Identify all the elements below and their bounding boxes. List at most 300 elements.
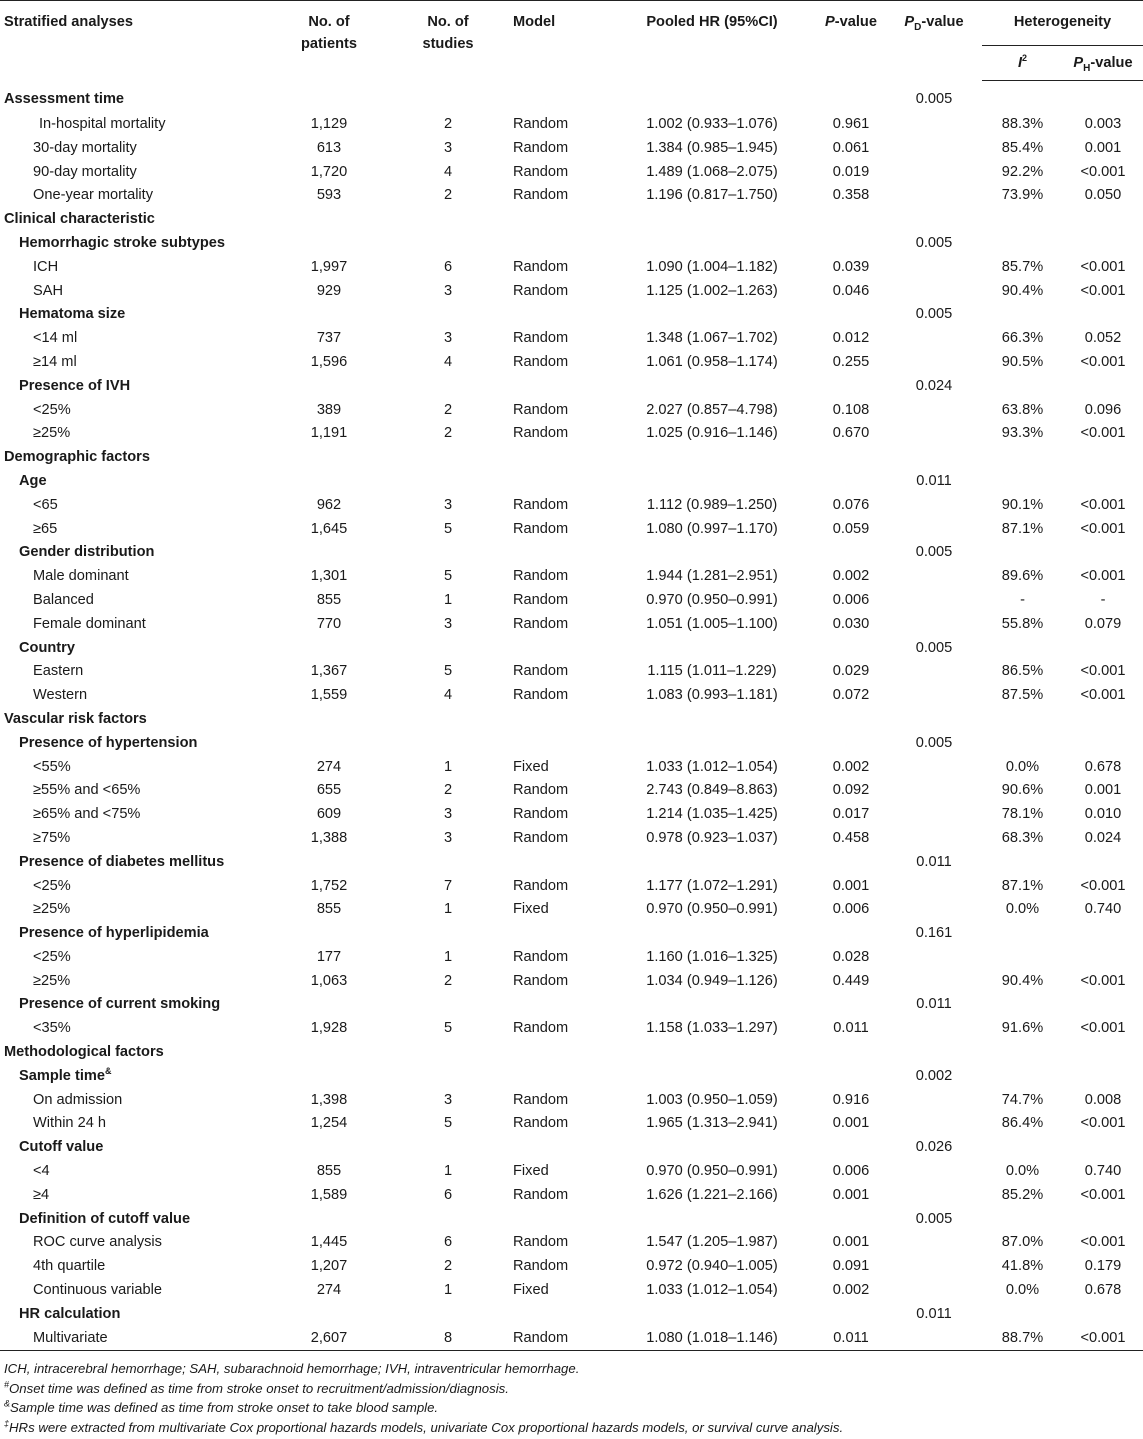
table-row (0, 1279, 1143, 1303)
table-row (0, 589, 1143, 613)
cell-pooled-hr: 1.034 (0.949–1.126) (646, 972, 778, 989)
cell-i2: 92.2% (1001, 163, 1044, 180)
header-model (503, 1, 608, 81)
row-label-text: Cutoff value (19, 1139, 104, 1156)
cell-p-value: 0.001 (832, 1234, 870, 1251)
footnote-sample-text: Sample time was defined as time from stroke onset to take blood sample. (10, 1400, 439, 1416)
row-label-text: Eastern (33, 663, 84, 680)
cell-p-value (816, 470, 886, 494)
table-row (0, 779, 1143, 803)
header-pd-italic: P (904, 14, 915, 30)
cell-pooled-hr (608, 541, 816, 565)
cell-pooled-hr: 1.944 (1.281–2.951) (646, 568, 778, 585)
cell-patients: 655 (316, 782, 342, 799)
cell-ph-value: 0.052 (1084, 330, 1122, 347)
cell-model: Random (513, 258, 569, 275)
cell-label (0, 708, 265, 732)
cell-ph-value (1063, 1208, 1143, 1232)
cell-model (503, 1303, 608, 1327)
cell-patients (265, 1041, 393, 1065)
cell-label (0, 161, 265, 185)
cell-studies: 2 (443, 187, 453, 204)
cell-label (0, 946, 265, 970)
row-label-text: Multivariate (33, 1329, 108, 1346)
cell-pd-value (886, 1160, 982, 1184)
header-studies-line2: studies (422, 36, 474, 52)
cell-model: Random (513, 330, 569, 347)
cell-pd-value (886, 422, 982, 446)
cell-p-value: 0.001 (832, 1115, 870, 1132)
cell-i2: 55.8% (1001, 615, 1044, 632)
cell-p-value (816, 922, 886, 946)
cell-label (0, 399, 265, 423)
table-group-row (0, 1208, 1143, 1232)
cell-label (0, 518, 265, 542)
cell-studies (393, 708, 503, 732)
cell-p-value: 0.017 (832, 806, 870, 823)
row-label-text: ≥25% (33, 425, 71, 442)
row-label-text: <25% (33, 401, 71, 418)
cell-studies: 3 (443, 139, 453, 156)
cell-pd-value (886, 1112, 982, 1136)
row-label-text: Clinical characteristic (4, 211, 155, 228)
cell-studies: 1 (443, 948, 453, 965)
cell-pd-value (886, 1327, 982, 1351)
cell-p-value (816, 541, 886, 565)
header-ph-sub: H (1083, 62, 1091, 74)
cell-ph-value: <0.001 (1080, 258, 1126, 275)
cell-p-value: 0.961 (832, 116, 870, 132)
cell-ph-value (1063, 922, 1143, 946)
header-patients-line1: No. of (308, 14, 350, 30)
cell-studies: 5 (443, 1020, 453, 1037)
cell-ph-value (1063, 851, 1143, 875)
cell-patients (265, 993, 393, 1017)
cell-studies: 6 (443, 258, 453, 275)
cell-pd-value (886, 1255, 982, 1279)
row-label-text: Hematoma size (19, 306, 126, 323)
table-group-row (0, 375, 1143, 399)
cell-p-value (816, 232, 886, 256)
cell-pd-value (886, 613, 982, 637)
cell-p-value: 0.001 (832, 1186, 870, 1203)
cell-ph-value (1063, 1065, 1143, 1089)
cell-p-value (816, 303, 886, 327)
table-row (0, 351, 1143, 375)
cell-pooled-hr: 1.547 (1.205–1.987) (646, 1234, 778, 1251)
cell-label (0, 351, 265, 375)
cell-ph-value: <0.001 (1080, 520, 1126, 537)
cell-pooled-hr: 1.196 (0.817–1.750) (646, 187, 778, 204)
cell-p-value: 0.002 (832, 1282, 870, 1299)
cell-label (0, 1017, 265, 1041)
row-label-text: ≥65 (33, 520, 58, 537)
cell-patients: 737 (316, 330, 342, 347)
cell-ph-value: 0.179 (1084, 1258, 1122, 1275)
cell-studies: 1 (443, 758, 453, 775)
header-i2 (982, 46, 1063, 81)
cell-pooled-hr (608, 208, 816, 232)
cell-patients (265, 541, 393, 565)
table-row (0, 422, 1143, 446)
cell-studies (393, 1208, 503, 1232)
cell-studies: 4 (443, 163, 453, 180)
row-label-text: ≥25% (33, 972, 71, 989)
cell-p-value (816, 446, 886, 470)
cell-i2: 85.2% (1001, 1186, 1044, 1203)
cell-p-value (816, 637, 886, 661)
cell-ph-value: <0.001 (1080, 1020, 1126, 1037)
cell-studies: 2 (443, 782, 453, 799)
cell-studies: 3 (443, 615, 453, 632)
table-row (0, 565, 1143, 589)
cell-i2 (982, 732, 1063, 756)
cell-pooled-hr (608, 470, 816, 494)
cell-pd-value: 0.005 (915, 234, 953, 251)
cell-patients: 1,129 (310, 116, 348, 132)
cell-i2 (982, 1136, 1063, 1160)
cell-model: Random (513, 353, 569, 370)
cell-i2 (982, 637, 1063, 661)
cell-patients: 1,254 (310, 1115, 348, 1132)
cell-studies: 1 (443, 1163, 453, 1180)
cell-pd-value: 0.005 (915, 734, 953, 751)
cell-p-value: 0.255 (832, 353, 870, 370)
footnote-abbreviations: ICH, intracerebral hemorrhage; SAH, subarachnoid hemorrhage; IVH, intraventricular hemorrhage. (4, 1361, 580, 1377)
cell-p-value: 0.002 (832, 568, 870, 585)
cell-studies (393, 541, 503, 565)
cell-label (0, 303, 265, 327)
cell-ph-value: <0.001 (1063, 1327, 1143, 1351)
cell-i2: 73.9% (1001, 187, 1044, 204)
cell-pooled-hr (608, 922, 816, 946)
cell-i2: 87.0% (1001, 1234, 1044, 1251)
cell-model: Random (513, 591, 569, 608)
row-label-text: <25% (33, 877, 71, 894)
cell-pd-value (886, 827, 982, 851)
table-footnotes (0, 1351, 1143, 1437)
cell-pd-value (886, 756, 982, 780)
cell-pooled-hr: 1.125 (1.002–1.263) (646, 282, 778, 299)
cell-ph-value: <0.001 (1080, 282, 1126, 299)
header-pd-rest: -value (921, 14, 964, 30)
cell-ph-value: <0.001 (1080, 163, 1126, 180)
cell-pooled-hr: 1.080 (1.018–1.146) (608, 1327, 816, 1351)
row-label-text: Hemorrhagic stroke subtypes (19, 234, 226, 251)
cell-label (0, 1327, 265, 1351)
table-row (0, 1255, 1143, 1279)
row-label-text: 30-day mortality (33, 139, 137, 156)
header-pooled-hr-text: Pooled HR (95%CI) (646, 14, 778, 30)
cell-pd-value (886, 351, 982, 375)
cell-pd-value: 0.005 (915, 1210, 953, 1227)
cell-ph-value: 0.024 (1084, 829, 1122, 846)
cell-patients: 1,997 (310, 258, 348, 275)
cell-label (0, 851, 265, 875)
cell-ph-value (1063, 303, 1143, 327)
cell-label (0, 422, 265, 446)
cell-label (0, 875, 265, 899)
row-label-text: SAH (33, 282, 64, 299)
row-label-text: Gender distribution (19, 544, 155, 561)
cell-i2 (982, 208, 1063, 232)
cell-p-value (816, 708, 886, 732)
cell-model (503, 446, 608, 470)
cell-pd-value (886, 446, 982, 470)
row-label-text: ≥55% and <65% (33, 782, 141, 799)
cell-pooled-hr: 1.214 (1.035–1.425) (646, 806, 778, 823)
cell-label (0, 280, 265, 304)
cell-ph-value: <0.001 (1080, 1186, 1126, 1203)
cell-studies: 3 (443, 496, 453, 513)
table-row (0, 875, 1143, 899)
row-label-text: ICH (33, 258, 59, 275)
cell-pooled-hr: 1.384 (0.985–1.945) (646, 139, 778, 156)
cell-i2: 86.4% (1001, 1115, 1044, 1132)
cell-i2 (982, 1303, 1063, 1327)
row-label-text: 90-day mortality (33, 163, 137, 180)
cell-p-value (816, 851, 886, 875)
cell-model: Random (513, 496, 569, 513)
header-p-value (816, 1, 886, 81)
header-ph-rest: -value (1090, 55, 1133, 71)
cell-p-value (816, 1065, 886, 1089)
cell-patients: 1,301 (310, 568, 348, 585)
cell-studies: 4 (443, 687, 453, 704)
cell-ph-value (1063, 1303, 1143, 1327)
cell-p-value (816, 1041, 886, 1065)
header-patients (265, 1, 393, 81)
cell-label (0, 684, 265, 708)
cell-p-value: 0.006 (832, 901, 870, 918)
cell-i2: 90.5% (1001, 353, 1044, 370)
cell-model (503, 541, 608, 565)
header-studies (393, 1, 503, 81)
cell-label (0, 732, 265, 756)
cell-pooled-hr: 1.177 (1.072–1.291) (646, 877, 778, 894)
cell-pd-value (886, 494, 982, 518)
cell-model: Random (513, 1258, 569, 1275)
row-label-text: <35% (33, 1020, 71, 1037)
table-group-row (0, 637, 1143, 661)
cell-patients (265, 1303, 393, 1327)
header-studies-line1: No. of (427, 14, 469, 30)
cell-i2: 78.1% (1001, 806, 1044, 823)
row-label-text: Western (33, 687, 88, 704)
header-pd-value (886, 1, 982, 81)
row-label-text: ≥75% (33, 829, 71, 846)
cell-pd-value: 0.011 (916, 996, 952, 1013)
cell-patients (265, 708, 393, 732)
cell-label (0, 470, 265, 494)
cell-model: Fixed (513, 1163, 549, 1180)
cell-pd-value (886, 518, 982, 542)
cell-label (0, 589, 265, 613)
table-row (0, 161, 1143, 185)
row-label-text: <55% (33, 758, 71, 775)
header-heterogeneity (982, 1, 1143, 46)
row-label-text: Definition of cutoff value (19, 1210, 191, 1227)
cell-model: Random (513, 615, 569, 632)
header-heterogeneity-text: Heterogeneity (1013, 14, 1112, 30)
table-row (0, 803, 1143, 827)
cell-studies (393, 375, 503, 399)
cell-patients: 1,191 (310, 425, 348, 442)
cell-label (0, 1065, 265, 1089)
table-row (0, 184, 1143, 208)
cell-p-value: 0.039 (832, 258, 870, 275)
row-label-text: 4th quartile (33, 1258, 106, 1275)
cell-label (0, 637, 265, 661)
cell-patients: 1,207 (310, 1258, 348, 1275)
cell-ph-value (1063, 470, 1143, 494)
cell-model (503, 208, 608, 232)
cell-pd-value: 0.024 (915, 377, 953, 394)
cell-i2: 89.6% (1001, 568, 1044, 585)
row-label-sup: & (104, 1066, 112, 1077)
cell-pd-value (886, 875, 982, 899)
cell-label (0, 1208, 265, 1232)
cell-studies: 3 (443, 282, 453, 299)
cell-i2: 87.1% (1001, 877, 1044, 894)
cell-patients: 962 (316, 496, 342, 513)
cell-model (503, 1136, 608, 1160)
cell-studies: 3 (443, 806, 453, 823)
cell-ph-value: 0.678 (1084, 758, 1122, 775)
cell-pooled-hr: 1.080 (0.997–1.170) (646, 520, 778, 537)
cell-p-value: 0.061 (832, 139, 870, 156)
cell-label (0, 446, 265, 470)
cell-pd-value (886, 589, 982, 613)
header-p-rest: -value (834, 14, 877, 30)
row-label-text: In-hospital mortality (39, 116, 166, 132)
cell-pd-value (886, 256, 982, 280)
row-label-text: Country (19, 639, 75, 656)
cell-pd-value (886, 113, 982, 137)
cell-p-value: 0.458 (832, 829, 870, 846)
cell-model (503, 732, 608, 756)
row-label-text: <14 ml (33, 330, 78, 347)
cell-ph-value: <0.001 (1080, 496, 1126, 513)
row-label-text: <25% (33, 948, 71, 965)
cell-ph-value (1063, 208, 1143, 232)
cell-i2: 68.3% (1001, 829, 1044, 846)
cell-ph-value: <0.001 (1080, 877, 1126, 894)
cell-i2 (982, 232, 1063, 256)
cell-studies (393, 851, 503, 875)
cell-model: Random (513, 948, 569, 965)
cell-pooled-hr: 1.115 (1.011–1.229) (647, 663, 777, 680)
cell-studies: 5 (443, 520, 453, 537)
row-label-text: On admission (33, 1091, 123, 1108)
cell-pd-value: 0.005 (915, 639, 953, 656)
cell-i2: 0.0% (1005, 758, 1040, 775)
cell-patients: 389 (316, 401, 342, 418)
table-row (0, 756, 1143, 780)
footnote-sample-mark: & (4, 1399, 11, 1410)
table-row (0, 1184, 1143, 1208)
cell-p-value: 0.916 (832, 1091, 870, 1108)
cell-pooled-hr: 1.489 (1.068–2.075) (646, 163, 778, 180)
cell-pd-value (886, 898, 982, 922)
row-label-text: Male dominant (33, 568, 129, 585)
cell-ph-value: - (1100, 591, 1106, 608)
cell-i2 (982, 375, 1063, 399)
cell-studies (393, 81, 503, 114)
cell-label (0, 803, 265, 827)
cell-model (503, 1041, 608, 1065)
cell-label (0, 232, 265, 256)
cell-p-value: 0.670 (832, 425, 870, 442)
cell-pd-value: 0.011 (916, 472, 952, 489)
cell-pooled-hr (608, 446, 816, 470)
cell-model: Random (513, 1020, 569, 1037)
cell-patients: 1,063 (310, 972, 348, 989)
cell-patients: 1,445 (310, 1234, 348, 1251)
footnote-onset-text: Onset time was defined as time from stroke onset to recruitment/admission/diagnosis. (9, 1380, 509, 1396)
cell-i2: - (1020, 591, 1025, 608)
cell-p-value: 0.011 (816, 1327, 886, 1351)
cell-patients: 1,645 (310, 520, 348, 537)
cell-p-value: 0.012 (832, 330, 870, 347)
cell-pooled-hr: 0.970 (0.950–0.991) (646, 901, 778, 918)
cell-patients (265, 1136, 393, 1160)
cell-studies (393, 470, 503, 494)
cell-patients: 1,398 (310, 1091, 348, 1108)
cell-model: Random (513, 139, 569, 156)
row-label-text: Age (19, 472, 47, 489)
header-i2-sup: 2 (1022, 53, 1028, 64)
cell-pooled-hr (608, 1065, 816, 1089)
table-group-row (0, 303, 1143, 327)
table-row (0, 1327, 1143, 1351)
cell-i2: 41.8% (1001, 1258, 1044, 1275)
cell-pd-value (886, 1017, 982, 1041)
cell-p-value: 0.029 (832, 663, 870, 680)
cell-pd-value (886, 660, 982, 684)
table-row (0, 946, 1143, 970)
cell-pd-value (886, 708, 982, 732)
cell-i2 (982, 470, 1063, 494)
footnote-sample (4, 1398, 1143, 1418)
cell-label (0, 660, 265, 684)
cell-pd-value: 0.005 (915, 544, 953, 561)
header-pd-sub: D (914, 21, 922, 33)
cell-i2 (982, 708, 1063, 732)
cell-label (0, 827, 265, 851)
cell-pooled-hr: 1.965 (1.313–2.941) (646, 1115, 778, 1132)
row-label-text: Presence of diabetes mellitus (19, 853, 225, 870)
row-label-text: Balanced (33, 591, 94, 608)
cell-patients: 855 (316, 591, 342, 608)
cell-studies (393, 637, 503, 661)
cell-model: Random (513, 877, 569, 894)
cell-p-value (816, 81, 886, 114)
table-body (0, 81, 1143, 1351)
cell-model: Random (513, 663, 569, 680)
table-row (0, 518, 1143, 542)
cell-i2 (982, 541, 1063, 565)
cell-studies: 1 (443, 901, 453, 918)
cell-patients (265, 375, 393, 399)
cell-label (0, 541, 265, 565)
table-row (0, 494, 1143, 518)
cell-ph-value (1063, 993, 1143, 1017)
cell-i2 (982, 81, 1063, 114)
cell-label (0, 256, 265, 280)
cell-patients: 855 (316, 901, 342, 918)
cell-model: Random (513, 282, 569, 299)
